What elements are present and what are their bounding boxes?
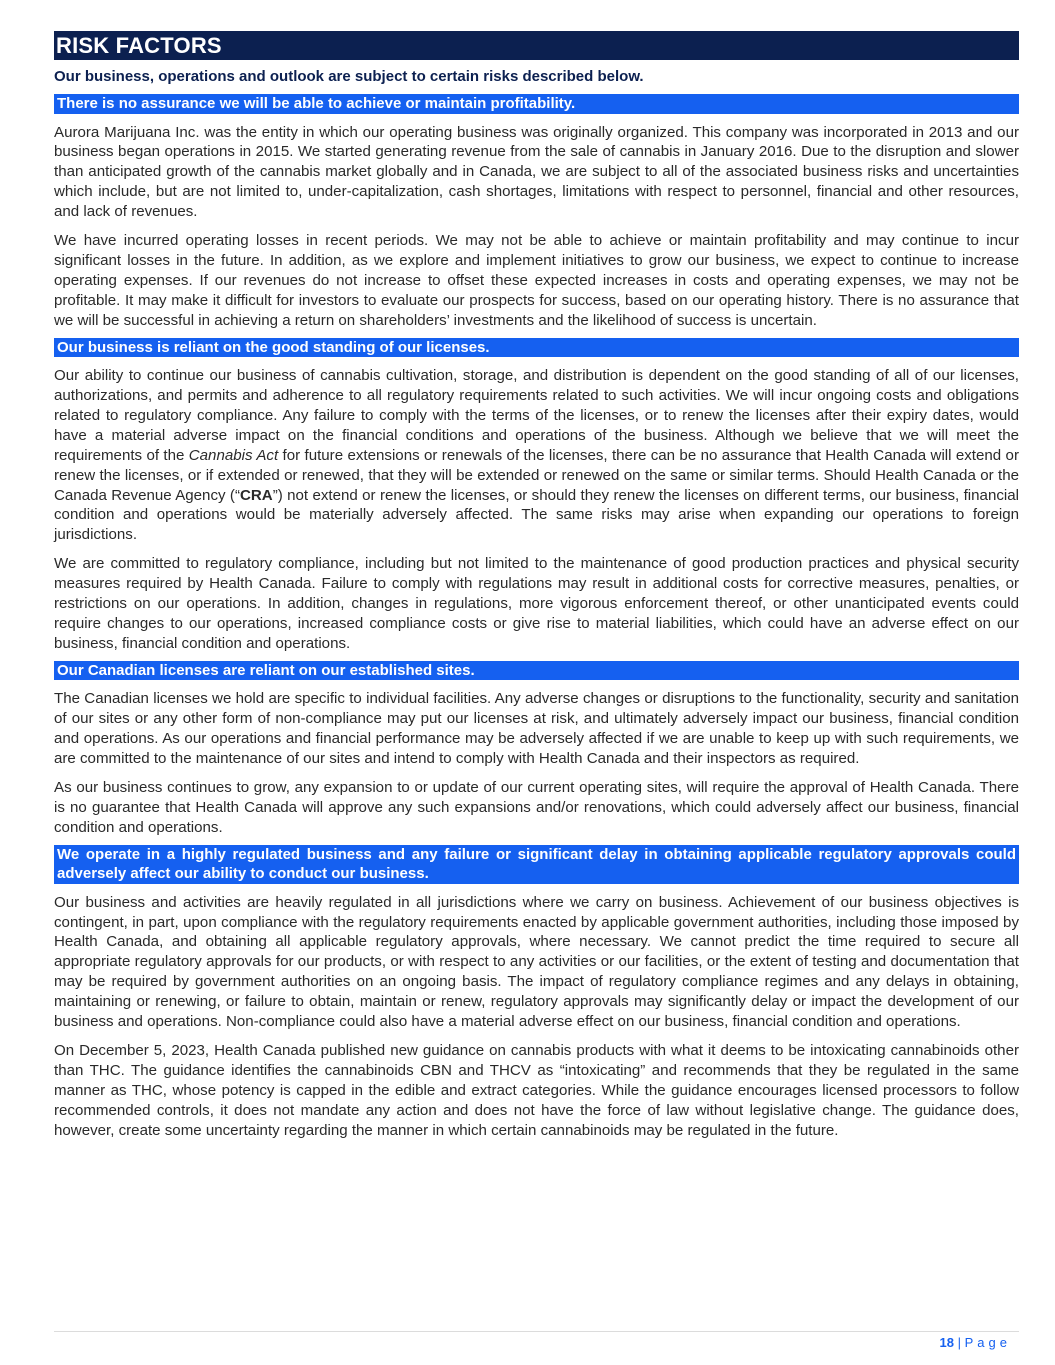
paragraph: Aurora Marijuana Inc. was the entity in which our operating business was originally organized. This company was incorporated in 2013 and our business began operations in 2015. We started generating revenue from the sale of cannabis in January 2016. Due to the disruption and slower than anticipated growth of the cannabis market globally and in Canada, we are subject to all of the associated business risks and uncertainties which include, but are not limited to, under-capitalization, cash shortages, limitations with respect to personnel, financial and other resources, and lack of revenues. — [54, 123, 1019, 221]
paragraph-text: for future extensions or renewals of the licenses, there can be no assurance that Health Canada will extend or renew the licenses, or if extended or renewed, that they will be extended or renewed on the same or similar terms. Should Health Canada or the Canada Revenue Agency (“ — [54, 446, 1019, 504]
page-number: 18 — [939, 1335, 955, 1350]
paragraph: The Canadian licenses we hold are specific to individual facilities. Any adverse changes or disruptions to the functionality, security and sanitation of our sites or any other form of non-compliance may put our licenses at risk, and ultimately adversely impact our business, financial condition and operations. As our operations and financial performance may be adversely affected if we are unable to keep up with such requirements, we are committed to the maintenance of our sites and intend to comply with Health Canada and their inspectors as required. — [54, 690, 1019, 767]
page-title: RISK FACTORS — [54, 31, 1019, 60]
cra-abbreviation: CRA — [239, 486, 273, 504]
section-heading-licenses: Our business is reliant on the good standing of our licenses. — [54, 338, 1019, 358]
paragraph: As our business continues to grow, any expansion to or update of our current operating sites, will require the approval of Health Canada. There is no guarantee that Health Canada will approve any such expansions and/or renovations, which could adversely affect our business, financial condition and operations. — [54, 778, 1019, 836]
page-label: Page — [964, 1335, 1011, 1350]
paragraph: Our business and activities are heavily regulated in all jurisdictions where we carry on business. Achievement of our business objectives is contingent, in part, upon compliance with the regulatory requirements enacted by applicable government authorities, including those imposed by Health Canada, and obtaining all applicable regulatory approvals, where necessary. We cannot predict the time required to secure all appropriate regulatory approvals for our products, or with respect to any activities or our facilities, or the extent of testing and documentation that may be required by government authorities on an ongoing basis. The impact of regulatory compliance regimes and any delays in obtaining, maintaining or renewing, or failure to obtain, maintain or renew, regulatory approvals may significantly delay or impact the development of our business and operations. Non-compliance could also have a material adverse effect on our business, financial condition and operations. — [54, 893, 1019, 1031]
paragraph: On December 5, 2023, Health Canada published new guidance on cannabis products with what it deems to be intoxicating cannabinoids other than THC. The guidance identifies the cannabinoids CBN and THCV as “intoxicating” and recommends that they be regulated in the same manner as THC, whose potency is capped in the edible and extract categories. While the guidance encourages licensed processors to follow recommended controls, it does not mandate any action and does not have the force of law without legislative change. The guidance does, however, create some uncertainty regarding the manner in which certain cannabinoids may be regulated in the future. — [54, 1041, 1019, 1139]
document-page — [54, 31, 1019, 1140]
section-heading-profitability: There is no assurance we will be able to achieve or maintain profitability. — [54, 94, 1019, 114]
intro-statement: Our business, operations and outlook are subject to certain risks described below. — [54, 68, 644, 85]
section-heading-sites: Our Canadian licenses are reliant on our established sites. — [54, 661, 1019, 681]
paragraph — [54, 366, 1019, 545]
paragraph-text: ”) not extend or renew the licenses, or should they renew the licenses on different terms, our business, financial condition and operations would be materially adversely affected. The same risks may arise when expanding our operations to foreign jurisdictions. — [54, 486, 1019, 544]
footer-divider — [54, 1331, 1019, 1332]
page-footer — [940, 1335, 1011, 1351]
paragraph-text: Our ability to continue our business of cannabis cultivation, storage, and distribution is dependent on the good standing of all of our licenses, authorizations, and permits and adherence to all regulatory requirements related to such activities. We will incur ongoing costs and obligations related to regulatory compliance. Any failure to comply with the terms of the licenses, or to renew the licenses after their expiry dates, would have a material adverse impact on the financial conditions and operations of the business. Although we believe that we will meet the requirements of the — [54, 367, 1019, 464]
paragraph: We have incurred operating losses in recent periods. We may not be able to achieve or maintain profitability and may continue to incur significant losses in the future. In addition, as we explore and implement initiatives to grow our business, we expect to continue to increase operating expenses. If our revenues do not increase to offset these expected increases in costs and operating expenses, we may not be profitable. It may make it difficult for investors to evaluate our prospects for success, based on our operating history. There is no assurance that we will be successful in achieving a return on shareholders’ investments and the likelihood of success is uncertain. — [54, 232, 1019, 329]
section-heading-regulation: We operate in a highly regulated business and any failure or significant delay in obtaining applicable regulatory approvals could adversely affect our ability to conduct our business. — [54, 845, 1019, 884]
paragraph: We are committed to regulatory compliance, including but not limited to the maintenance of good production practices and physical security measures required by Health Canada. Failure to comply with regulations may result in additional costs for corrective measures, penalties, or restrictions on our operations. In addition, changes in regulations, more vigorous enforcement thereof, or other unanticipated events could require changes to our operations, increased compliance costs or give rise to material liabilities, which could have an adverse effect on our business, financial condition and operations. — [54, 555, 1019, 652]
footer-separator: | — [954, 1335, 965, 1350]
cannabis-act-reference: Cannabis Act — [188, 446, 279, 464]
